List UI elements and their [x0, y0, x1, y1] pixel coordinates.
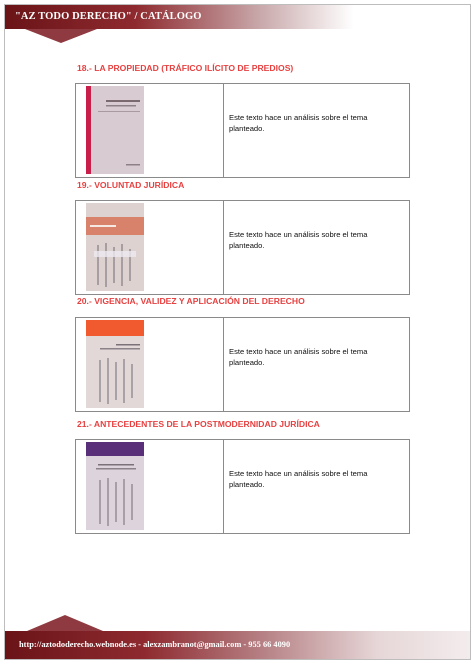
book-cover-20	[86, 320, 144, 408]
item-description-19: Este texto hace un análisis sobre el tema planteado.	[229, 230, 368, 250]
item-divider	[223, 84, 224, 177]
header-ornament	[25, 29, 97, 43]
item-box-19	[75, 200, 410, 295]
footer-contact: http://aztododerecho.webnode.es - alexzambranot@gmail.com - 955 66 4090	[19, 640, 291, 649]
cover-spine	[86, 86, 91, 174]
item-box-20	[75, 317, 410, 412]
item-title-20: 20.- VIGENCIA, VALIDEZ Y APLICACIÓN DEL DERECHO	[77, 296, 305, 306]
cover-base	[86, 86, 144, 174]
item-description-20: Este texto hace un análisis sobre el tema planteado.	[229, 347, 368, 367]
book-cover-image	[86, 203, 144, 291]
item-divider	[223, 318, 224, 411]
item-title-18: 18.- LA PROPIEDAD (TRÁFICO ILÍCITO DE PREDIOS)	[77, 63, 294, 73]
item-title-21: 21.- ANTECEDENTES DE LA POSTMODERNIDAD JURÍDICA	[77, 419, 320, 429]
item-description-21: Este texto hace un análisis sobre el tema planteado.	[229, 469, 368, 489]
item-box-18	[75, 83, 410, 178]
footer-ornament	[27, 615, 103, 631]
header-title: "AZ TODO DERECHO" / CATÁLOGO	[15, 11, 202, 22]
page-footer	[5, 631, 470, 659]
book-cover-image	[86, 442, 144, 530]
item-description-18: Este texto hace un análisis sobre el tema planteado.	[229, 113, 368, 133]
cover-band	[86, 442, 144, 456]
catalog-page	[4, 4, 471, 660]
cover-band	[86, 320, 144, 336]
book-cover-image	[86, 86, 144, 174]
book-cover-image	[86, 320, 144, 408]
book-cover-21	[86, 442, 144, 530]
book-cover-19	[86, 203, 144, 291]
item-box-21	[75, 439, 410, 534]
item-divider	[223, 440, 224, 533]
cover-base	[86, 203, 144, 291]
book-cover-18	[86, 86, 144, 174]
item-title-19: 19.- VOLUNTAD JURÍDICA	[77, 180, 185, 190]
page-header	[5, 5, 470, 29]
item-divider	[223, 201, 224, 294]
